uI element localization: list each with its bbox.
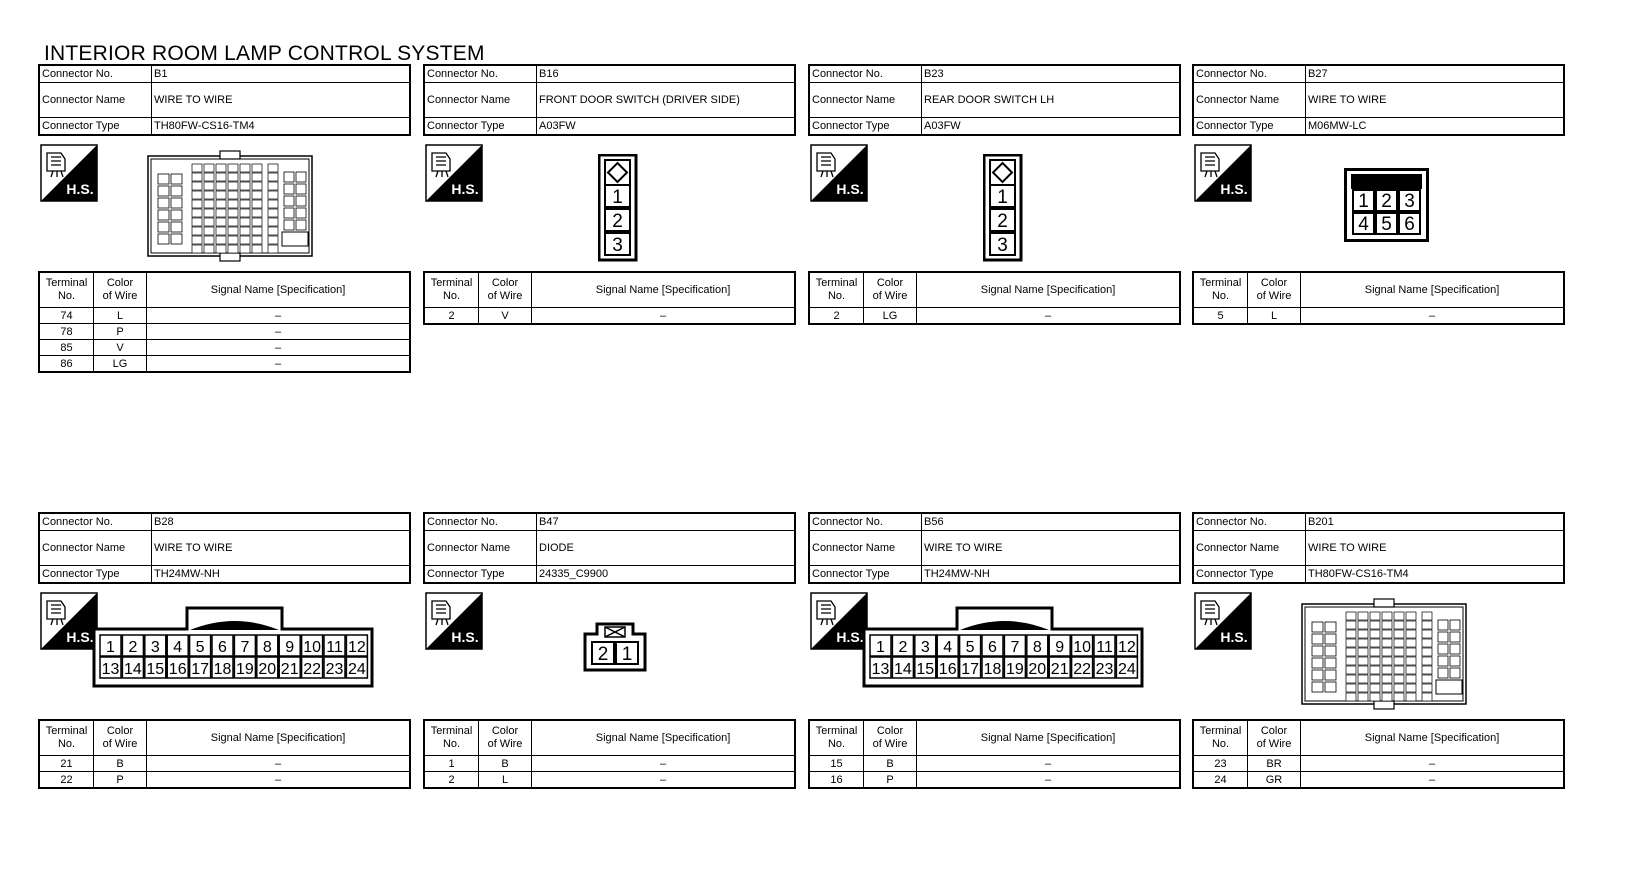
connector-panel-b28 bbox=[38, 512, 413, 789]
connector-name-value: REAR DOOR SWITCH LH bbox=[922, 83, 1181, 118]
connector-type-label: Connector Type bbox=[1193, 118, 1306, 136]
connector-panel-b16 bbox=[423, 64, 798, 325]
wire-color: B bbox=[479, 756, 532, 772]
terminal-no: 16 bbox=[809, 772, 864, 789]
wire-color: V bbox=[479, 308, 532, 325]
terminal-no-header: Terminal No. bbox=[424, 272, 479, 308]
color-of-wire-header: Color of Wire bbox=[94, 720, 147, 756]
connector-figure bbox=[1192, 136, 1567, 271]
connector-type-value: 24335_C9900 bbox=[537, 566, 796, 584]
table-row bbox=[39, 756, 410, 772]
connector-info-table bbox=[423, 512, 796, 584]
signal-name: – bbox=[147, 772, 411, 789]
terminal-no: 2 bbox=[809, 308, 864, 325]
terminal-no-header: Terminal No. bbox=[809, 720, 864, 756]
signal-name: – bbox=[147, 324, 411, 340]
wire-color: V bbox=[94, 340, 147, 356]
connector-type-label: Connector Type bbox=[809, 566, 922, 584]
terminal-table bbox=[1192, 271, 1565, 325]
connector-figure bbox=[38, 584, 413, 719]
table-row bbox=[39, 324, 410, 340]
pin-12: 12 bbox=[348, 639, 366, 656]
hs-label: H.S. bbox=[451, 181, 479, 197]
page-title: INTERIOR ROOM LAMP CONTROL SYSTEM bbox=[44, 42, 485, 65]
hs-label: H.S. bbox=[66, 629, 94, 645]
connector-face-diagram bbox=[598, 154, 638, 267]
connector-face-diagram bbox=[983, 154, 1023, 267]
pin-4: 4 bbox=[943, 639, 953, 656]
pin-11: 11 bbox=[326, 639, 343, 656]
connector-type-label: Connector Type bbox=[809, 118, 922, 136]
table-row bbox=[39, 308, 410, 324]
connector-figure bbox=[808, 136, 1183, 271]
connector-name-label: Connector Name bbox=[1193, 531, 1306, 566]
terminal-table bbox=[423, 719, 796, 789]
pin-10: 10 bbox=[303, 639, 321, 656]
pin-1: 1 bbox=[997, 187, 1008, 208]
signal-name: – bbox=[532, 772, 796, 789]
pin-7: 7 bbox=[240, 639, 250, 656]
connector-name-label: Connector Name bbox=[424, 83, 537, 118]
hs-harness-side-icon bbox=[40, 592, 98, 650]
connector-name-value: WIRE TO WIRE bbox=[922, 531, 1181, 566]
pin-16: 16 bbox=[168, 661, 187, 678]
pin-22: 22 bbox=[303, 661, 321, 678]
pin-19: 19 bbox=[1006, 661, 1024, 678]
connector-name-label: Connector Name bbox=[809, 531, 922, 566]
terminal-no-header: Terminal No. bbox=[1193, 720, 1248, 756]
connector-no-label: Connector No. bbox=[424, 65, 537, 83]
connector-no-value: B56 bbox=[922, 513, 1181, 531]
wire-color: B bbox=[94, 756, 147, 772]
pin-4: 4 bbox=[1358, 214, 1369, 235]
pin-2: 2 bbox=[898, 639, 908, 656]
pin-5: 5 bbox=[195, 639, 205, 656]
pin-24: 24 bbox=[348, 661, 366, 678]
pin-1: 1 bbox=[621, 644, 633, 665]
connector-name-label: Connector Name bbox=[809, 83, 922, 118]
signal-name: – bbox=[147, 308, 411, 324]
connector-face-diagram bbox=[1344, 168, 1430, 249]
terminal-no-header: Terminal No. bbox=[39, 720, 94, 756]
hs-harness-side-icon bbox=[1194, 592, 1252, 650]
pin-7: 7 bbox=[1010, 639, 1020, 656]
pin-4: 4 bbox=[173, 639, 183, 656]
connector-figure bbox=[808, 584, 1183, 719]
pin-1: 1 bbox=[1358, 191, 1369, 212]
wire-color: GR bbox=[1248, 772, 1301, 789]
connector-figure bbox=[423, 136, 798, 271]
table-row bbox=[39, 772, 410, 789]
connector-no-label: Connector No. bbox=[424, 513, 537, 531]
signal-name-header: Signal Name [Specification] bbox=[1301, 272, 1565, 308]
connector-panel-b201 bbox=[1192, 512, 1567, 789]
connector-name-value: WIRE TO WIRE bbox=[1306, 531, 1565, 566]
terminal-table bbox=[808, 271, 1181, 325]
connector-type-value: A03FW bbox=[537, 118, 796, 136]
hs-harness-side-icon bbox=[1194, 144, 1252, 202]
pin-6: 6 bbox=[218, 639, 227, 656]
hs-harness-side-icon bbox=[810, 592, 868, 650]
connector-no-value: B16 bbox=[537, 65, 796, 83]
pin-23: 23 bbox=[1095, 661, 1114, 678]
connector-panel-b23 bbox=[808, 64, 1183, 325]
pin-3: 3 bbox=[1404, 191, 1415, 212]
signal-name-header: Signal Name [Specification] bbox=[1301, 720, 1565, 756]
wire-color: P bbox=[94, 324, 147, 340]
pin-2: 2 bbox=[1381, 191, 1392, 212]
terminal-no-header: Terminal No. bbox=[1193, 272, 1248, 308]
connector-name-label: Connector Name bbox=[39, 531, 152, 566]
pin-14: 14 bbox=[124, 661, 142, 678]
terminal-no: 2 bbox=[424, 772, 479, 789]
pin-3: 3 bbox=[997, 235, 1008, 256]
connector-no-value: B23 bbox=[922, 65, 1181, 83]
color-of-wire-header: Color of Wire bbox=[864, 720, 917, 756]
connector-name-value: WIRE TO WIRE bbox=[1306, 83, 1565, 118]
signal-name: – bbox=[147, 340, 411, 356]
pin-20: 20 bbox=[258, 661, 277, 678]
table-row bbox=[1193, 756, 1564, 772]
pin-23: 23 bbox=[325, 661, 344, 678]
connector-no-value: B47 bbox=[537, 513, 796, 531]
wire-color: L bbox=[1248, 308, 1301, 325]
connector-type-value: TH24MW-NH bbox=[152, 566, 411, 584]
terminal-table bbox=[423, 271, 796, 325]
pin-17: 17 bbox=[961, 661, 979, 678]
signal-name: – bbox=[147, 756, 411, 772]
pin-20: 20 bbox=[1028, 661, 1047, 678]
pin-11: 11 bbox=[1096, 639, 1113, 656]
connector-no-label: Connector No. bbox=[1193, 65, 1306, 83]
pin-18: 18 bbox=[213, 661, 232, 678]
connector-panel-b27 bbox=[1192, 64, 1567, 325]
connector-info-table bbox=[38, 64, 411, 136]
table-row bbox=[1193, 772, 1564, 789]
connector-face-diagram bbox=[862, 606, 1144, 695]
pin-13: 13 bbox=[871, 661, 890, 678]
hs-label: H.S. bbox=[451, 629, 479, 645]
connector-no-value: B27 bbox=[1306, 65, 1565, 83]
connector-face-diagram bbox=[1300, 598, 1468, 715]
pin-2: 2 bbox=[997, 211, 1008, 232]
signal-name: – bbox=[917, 308, 1181, 325]
pin-8: 8 bbox=[262, 639, 272, 656]
signal-name-header: Signal Name [Specification] bbox=[917, 720, 1181, 756]
connector-no-value: B201 bbox=[1306, 513, 1565, 531]
pin-1: 1 bbox=[876, 639, 885, 656]
wire-color: L bbox=[479, 772, 532, 789]
signal-name: – bbox=[532, 756, 796, 772]
table-row bbox=[39, 340, 410, 356]
pin-6: 6 bbox=[988, 639, 997, 656]
connector-no-label: Connector No. bbox=[39, 513, 152, 531]
pin-21: 21 bbox=[1050, 661, 1069, 678]
connector-type-value: TH80FW-CS16-TM4 bbox=[152, 118, 411, 136]
connector-info-table bbox=[1192, 512, 1565, 584]
pin-3: 3 bbox=[612, 235, 623, 256]
connector-info-table bbox=[808, 64, 1181, 136]
terminal-no: 5 bbox=[1193, 308, 1248, 325]
terminal-no-header: Terminal No. bbox=[424, 720, 479, 756]
signal-name: – bbox=[1301, 772, 1565, 789]
connector-name-value: WIRE TO WIRE bbox=[152, 531, 411, 566]
connector-no-value: B1 bbox=[152, 65, 411, 83]
connector-figure bbox=[1192, 584, 1567, 719]
connector-figure bbox=[423, 584, 798, 719]
pin-10: 10 bbox=[1073, 639, 1091, 656]
color-of-wire-header: Color of Wire bbox=[479, 720, 532, 756]
hs-harness-side-icon bbox=[425, 144, 483, 202]
connector-type-label: Connector Type bbox=[39, 566, 152, 584]
wire-color: LG bbox=[864, 308, 917, 325]
pin-15: 15 bbox=[146, 661, 165, 678]
terminal-table bbox=[38, 271, 411, 373]
connector-type-label: Connector Type bbox=[424, 566, 537, 584]
connector-panel-b1 bbox=[38, 64, 413, 373]
signal-name-header: Signal Name [Specification] bbox=[532, 720, 796, 756]
connector-name-value: FRONT DOOR SWITCH (DRIVER SIDE) bbox=[537, 83, 796, 118]
terminal-no: 21 bbox=[39, 756, 94, 772]
connector-type-value: M06MW-LC bbox=[1306, 118, 1565, 136]
terminal-no: 15 bbox=[809, 756, 864, 772]
pin-15: 15 bbox=[916, 661, 935, 678]
connector-no-label: Connector No. bbox=[1193, 513, 1306, 531]
terminal-no: 74 bbox=[39, 308, 94, 324]
terminal-no: 78 bbox=[39, 324, 94, 340]
pin-1: 1 bbox=[106, 639, 115, 656]
pin-2: 2 bbox=[612, 211, 623, 232]
signal-name-header: Signal Name [Specification] bbox=[147, 720, 411, 756]
color-of-wire-header: Color of Wire bbox=[864, 272, 917, 308]
terminal-table bbox=[38, 719, 411, 789]
connector-no-label: Connector No. bbox=[809, 513, 922, 531]
pin-8: 8 bbox=[1032, 639, 1042, 656]
color-of-wire-header: Color of Wire bbox=[479, 272, 532, 308]
signal-name-header: Signal Name [Specification] bbox=[917, 272, 1181, 308]
connector-name-label: Connector Name bbox=[424, 531, 537, 566]
terminal-no-header: Terminal No. bbox=[39, 272, 94, 308]
pin-24: 24 bbox=[1118, 661, 1136, 678]
connector-type-value: A03FW bbox=[922, 118, 1181, 136]
terminal-no: 86 bbox=[39, 356, 94, 373]
terminal-table bbox=[1192, 719, 1565, 789]
connector-face-diagram bbox=[146, 150, 314, 267]
hs-label: H.S. bbox=[66, 181, 94, 197]
hs-harness-side-icon bbox=[810, 144, 868, 202]
terminal-no-header: Terminal No. bbox=[809, 272, 864, 308]
connector-type-label: Connector Type bbox=[1193, 566, 1306, 584]
connector-type-value: TH80FW-CS16-TM4 bbox=[1306, 566, 1565, 584]
signal-name: – bbox=[917, 772, 1181, 789]
signal-name: – bbox=[147, 356, 411, 373]
pin-12: 12 bbox=[1118, 639, 1136, 656]
wire-color: LG bbox=[94, 356, 147, 373]
signal-name: – bbox=[532, 308, 796, 325]
connector-face-diagram bbox=[92, 606, 374, 695]
signal-name: – bbox=[1301, 308, 1565, 325]
terminal-no: 85 bbox=[39, 340, 94, 356]
terminal-table bbox=[808, 719, 1181, 789]
connector-info-table bbox=[423, 64, 796, 136]
connector-no-value: B28 bbox=[152, 513, 411, 531]
hs-label: H.S. bbox=[836, 181, 864, 197]
connector-type-label: Connector Type bbox=[39, 118, 152, 136]
pin-5: 5 bbox=[1381, 214, 1392, 235]
connector-info-table bbox=[808, 512, 1181, 584]
hs-harness-side-icon bbox=[40, 144, 98, 202]
connector-name-label: Connector Name bbox=[1193, 83, 1306, 118]
table-row bbox=[809, 772, 1180, 789]
pin-22: 22 bbox=[1073, 661, 1091, 678]
pin-13: 13 bbox=[101, 661, 120, 678]
table-row bbox=[39, 356, 410, 373]
connector-name-label: Connector Name bbox=[39, 83, 152, 118]
pin-3: 3 bbox=[150, 639, 160, 656]
pin-17: 17 bbox=[191, 661, 209, 678]
connector-info-table bbox=[38, 512, 411, 584]
pin-2: 2 bbox=[128, 639, 138, 656]
color-of-wire-header: Color of Wire bbox=[1248, 720, 1301, 756]
pin-16: 16 bbox=[938, 661, 957, 678]
pin-9: 9 bbox=[1055, 639, 1065, 656]
wire-color: B bbox=[864, 756, 917, 772]
wire-color: P bbox=[864, 772, 917, 789]
table-row bbox=[1193, 308, 1564, 325]
pin-3: 3 bbox=[920, 639, 930, 656]
table-row bbox=[809, 308, 1180, 325]
terminal-no: 22 bbox=[39, 772, 94, 789]
hs-harness-side-icon bbox=[425, 592, 483, 650]
wire-color: P bbox=[94, 772, 147, 789]
color-of-wire-header: Color of Wire bbox=[94, 272, 147, 308]
connector-info-table bbox=[1192, 64, 1565, 136]
connector-face-diagram bbox=[583, 622, 649, 679]
terminal-no: 2 bbox=[424, 308, 479, 325]
connector-name-value: WIRE TO WIRE bbox=[152, 83, 411, 118]
connector-no-label: Connector No. bbox=[809, 65, 922, 83]
pin-2: 2 bbox=[597, 644, 609, 665]
color-of-wire-header: Color of Wire bbox=[1248, 272, 1301, 308]
pin-6: 6 bbox=[1404, 214, 1415, 235]
signal-name-header: Signal Name [Specification] bbox=[147, 272, 411, 308]
pin-9: 9 bbox=[285, 639, 295, 656]
table-row bbox=[424, 756, 795, 772]
hs-label: H.S. bbox=[1220, 629, 1248, 645]
connector-type-label: Connector Type bbox=[424, 118, 537, 136]
pin-21: 21 bbox=[280, 661, 299, 678]
pin-14: 14 bbox=[894, 661, 912, 678]
wire-color: BR bbox=[1248, 756, 1301, 772]
table-row bbox=[424, 308, 795, 325]
table-row bbox=[424, 772, 795, 789]
wire-color: L bbox=[94, 308, 147, 324]
hs-label: H.S. bbox=[836, 629, 864, 645]
terminal-no: 23 bbox=[1193, 756, 1248, 772]
connector-name-value: DIODE bbox=[537, 531, 796, 566]
connector-type-value: TH24MW-NH bbox=[922, 566, 1181, 584]
connector-no-label: Connector No. bbox=[39, 65, 152, 83]
hs-label: H.S. bbox=[1220, 181, 1248, 197]
terminal-no: 24 bbox=[1193, 772, 1248, 789]
connector-panel-b47 bbox=[423, 512, 798, 789]
pin-1: 1 bbox=[612, 187, 623, 208]
connector-figure bbox=[38, 136, 413, 271]
signal-name-header: Signal Name [Specification] bbox=[532, 272, 796, 308]
pin-5: 5 bbox=[965, 639, 975, 656]
table-row bbox=[809, 756, 1180, 772]
connector-panel-b56 bbox=[808, 512, 1183, 789]
signal-name: – bbox=[917, 756, 1181, 772]
signal-name: – bbox=[1301, 756, 1565, 772]
pin-18: 18 bbox=[983, 661, 1002, 678]
pin-19: 19 bbox=[236, 661, 254, 678]
terminal-no: 1 bbox=[424, 756, 479, 772]
